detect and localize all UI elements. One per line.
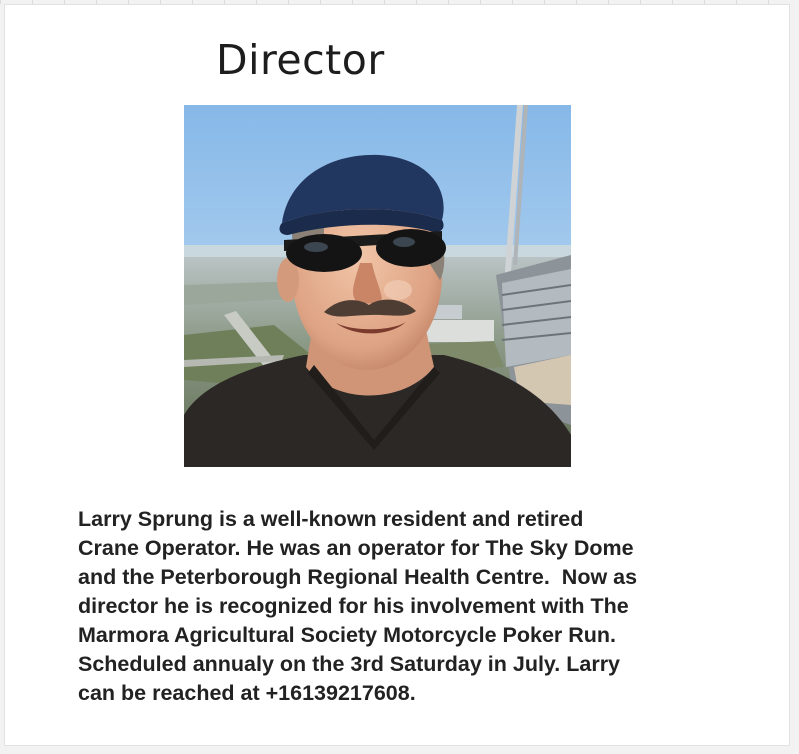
bio-line: director he is recognized for his involvement with The	[78, 594, 629, 618]
page-title: Director	[216, 36, 385, 84]
director-photo	[184, 105, 571, 467]
director-bio	[78, 505, 768, 708]
bio-line: Scheduled annualy on the 3rd Saturday in July. Larry	[78, 652, 621, 676]
bio-line: Marmora Agricultural Society Motorcycle Poker Run.	[78, 623, 617, 647]
bio-line: can be reached at +16139217608.	[78, 681, 416, 705]
director-photo-image	[184, 105, 571, 467]
bio-line: Larry Sprung is a well-known resident and retired	[78, 507, 584, 531]
bio-line: and the Peterborough Regional Health Centre. Now as	[78, 565, 638, 589]
bio-line: Crane Operator. He was an operator for The Sky Dome	[78, 536, 634, 560]
